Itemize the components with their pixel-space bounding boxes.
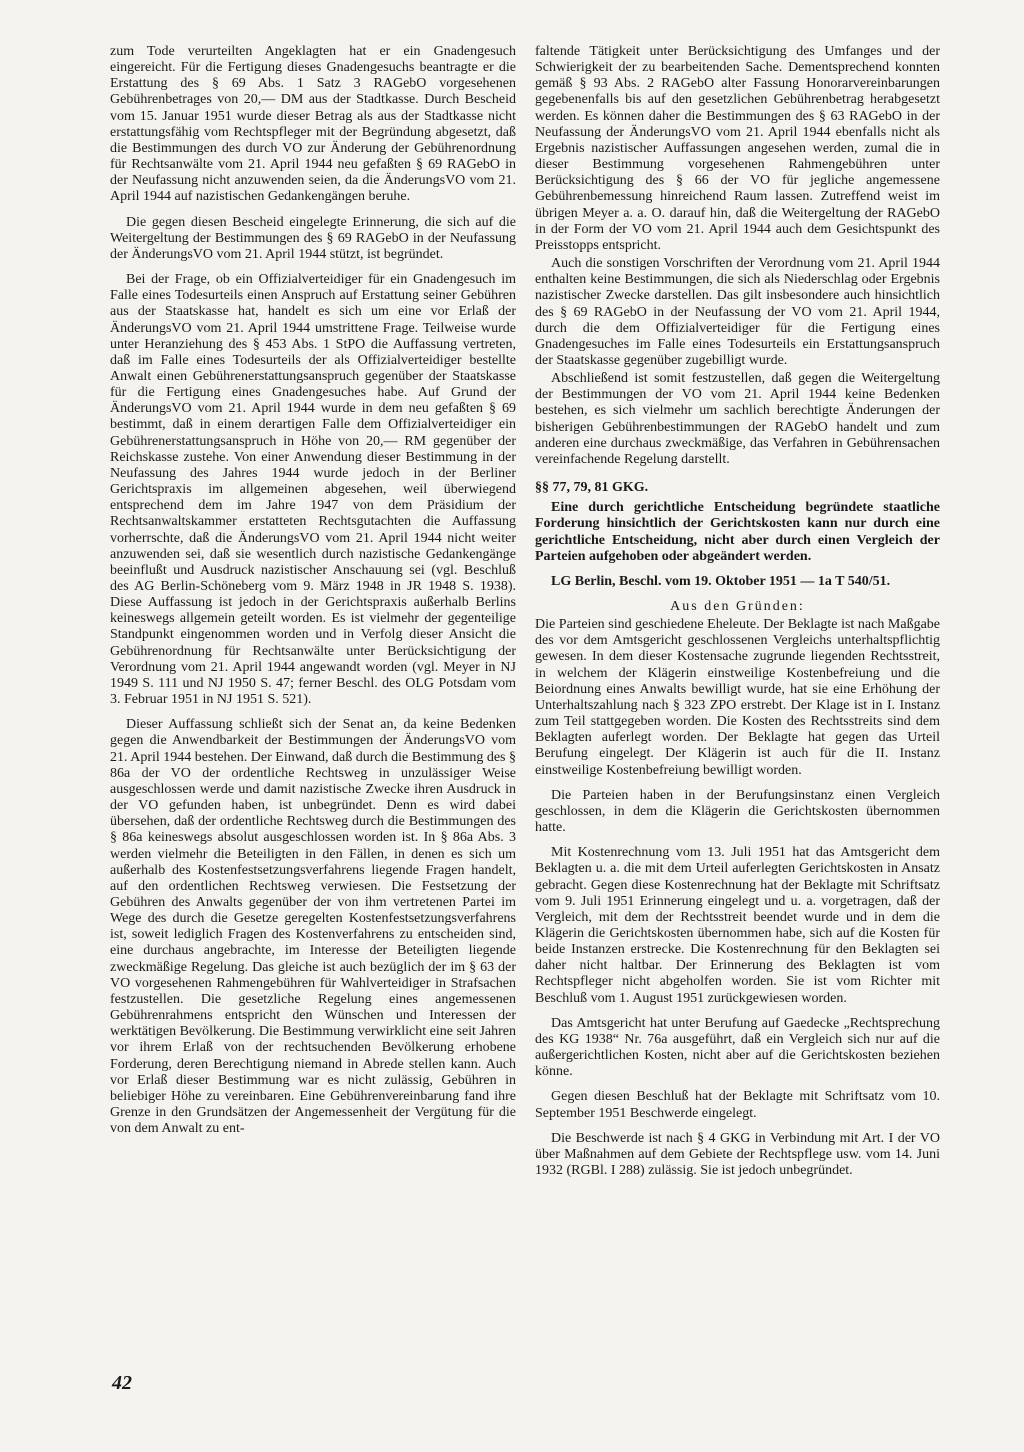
paragraph: Auch die sonstigen Vorschriften der Verordnung vom 21. April 1944 enthalten keine Bestimmungen, die sich als Niederschlag oder Ergebnis nazistischer Zwecke darstellen. Das gilt insbesondere auch hinsichtlich des § 69 RAGebO in der Neufassung der VO vom 21. April 1944, durch die dem Offizialverteidiger für die Fertigung eines Gnadengesuches im Falle eines Todesurteils ein Erstattungsanspruch der Staatskasse gegenüber zugebilligt wurde. xyxy=(535,256,940,368)
paragraph: Die Parteien haben in der Berufungsinstanz einen Vergleich geschlossen, in dem die Klägerin die Gerichtskosten übernommen hatte. xyxy=(535,787,940,836)
section-header: §§ 77, 79, 81 GKG. xyxy=(535,480,649,496)
paragraph: Die Parteien sind geschiedene Eheleute. Der Beklagte ist nach Maßgabe des vor dem Amtsgericht geschlossenen Vergleichs unterhaltspflichtig gewesen. In dem dieser Kostensache zugrunde liegenden Rechtsstreit, in welchem der Klägerin einstweilige Kostenbefreiung und die Beiordnung eines Anwalts bewilligt wurde, hat sie eine Erhöhung der Unterhaltszahlung nach § 323 ZPO erstrebt. Der Klage ist in I. Instanz zum Teil stattgegeben worden. Die Kosten des Rechtsstreits sind dem Beklagten auferlegt worden. Der Beklagte hat gegen das Urteil Berufung eingelegt. Der Klägerin ist auch für die II. Instanz einstweilige Kostenbefreiung bewilligt worden. xyxy=(535,617,940,778)
court-citation: LG Berlin, Beschl. vom 19. Oktober 1951 — 1a T 540/51. xyxy=(551,573,891,589)
left-column xyxy=(110,44,516,1146)
right-column xyxy=(535,44,940,1188)
paragraph: Abschließend ist somit festzustellen, daß gegen die Weitergeltung der Bestimmungen der VO vom 21. April 1944 keine Bedenken bestehen, es sich vielmehr um sachlich berechtigte Änderungen der bisherigen Gebührenbestimmungen der RAGebO handelt und zum anderen eine durchaus zweckmäßige, das Verfahren in Gebührensachen vereinfachende Regelung darstellt. xyxy=(535,371,940,467)
paragraph: Gegen diesen Beschluß hat der Beklagte mit Schriftsatz vom 10. September 1951 Beschwerde eingelegt. xyxy=(535,1089,940,1121)
paragraph: Bei der Frage, ob ein Offizialverteidiger für ein Gnadengesuch im Falle eines Todesurteils einen Anspruch auf Erstattung seiner Gebühren aus der Staatskasse hat, handelt es sich um eine vor Erlaß der ÄnderungsVO vom 21. April 1944 umstrittene Frage. Teilweise wurde unter Heranziehung des § 453 Abs. 1 StPO die Auffassung vertreten, daß im Falle eines Todesurteils der als Offizialverteidiger bestellte Anwalt einen Gebührenerstattungsanspruch gegenüber der Staatskasse für die Fertigung eines Gnadengesuches habe. Auf Grund der ÄnderungsVO vom 21. April 1944 wurde in dem neu gefaßten § 69 bestimmt, daß in einem derartigen Falle dem Offizialverteidiger ein Gebührenerstattungsanspruch in Höhe von 20,— RM gegenüber der Reichskasse zustehe. Von einer Anwendung dieser Bestimmung in der Neufassung des Jahres 1944 wurde jedoch in der Berliner Gerichtspraxis im allgemeinen abgesehen, weil überwiegend entsprechend dem im Jahre 1947 von dem Präsidium der Rechtsanwaltskammer erstatteten Rechtsgutachten die Auffassung vorherrschte, daß die ÄnderungsVO vom 21. April 1944 nicht weiter anzuwenden sei, daß sie wesentlich durch nazistische Gedankengänge beeinflußt und Ausdruck nazistischer Anschauung sei (vgl. Beschluß des AG Berlin-Schöneberg vom 9. März 1948 in JR 1948 S. 1938). Diese Auffassung ist jedoch in der Gerichtspraxis außerhalb Berlins keineswegs allgemein geteilt worden. Es ist vielmehr der gegenteilige Standpunkt eingenommen worden und in Verfolg dieser Ansicht die Gebührenordnung für Rechtsanwälte unter Berücksichtigung der Verordnung vom 21. April 1944 angewandt worden (vgl. Meyer in NJ 1949 S. 111 und NJ 1950 S. 47; ferner Beschl. des OLG Potsdam vom 3. Februar 1951 in NJ 1951 S. 521). xyxy=(110,272,516,708)
paragraph: Mit Kostenrechnung vom 13. Juli 1951 hat das Amtsgericht dem Beklagten u. a. die mit dem Urteil auferlegten Gerichtskosten in Ansatz gebracht. Gegen diese Kostenrechnung hat der Beklagte mit Schriftsatz vom 9. Juli 1951 Erinnerung eingelegt und u. a. vorgetragen, daß der Vergleich, mit dem der Rechtsstreit beendet wurde und in dem die Klägerin die Gerichtskosten übernommen habe, sich auf die Kosten für beide Instanzen erstrecke. Die Kostenrechnung für den Beklagten sei daher nicht haltbar. Der Erinnerung des Beklagten ist vom Rechtspfleger nicht abgeholfen worden. Sie ist vom Richter mit Beschluß vom 1. August 1951 zurückgewiesen worden. xyxy=(535,845,940,1006)
paragraph: Die gegen diesen Bescheid eingelegte Erinnerung, die sich auf die Weitergeltung der Bestimmungen des § 69 RAGebO in der Neufassung der ÄnderungsVO vom 21. April 1944 stützt, ist begründet. xyxy=(110,214,516,262)
paragraph: faltende Tätigkeit unter Berücksichtigung des Umfanges und der Schwierigkeit der zu bearbeitenden Sache. Dementsprechend konnten gemäß § 93 Abs. 2 RAGebO alter Fassung Honorarvereinbarungen gegebenenfalls bis auf den gesetzlichen Gebührenbetrag herabgesetzt werden. Es können daher die Bestimmungen des § 63 RAGebO in der Neufassung der ÄnderungsVO vom 21. April 1944 ebenfalls nicht als Ergebnis nazistischer Auffassungen angesehen werden, zumal die in dieser Bestimmung vorgesehenen Rahmengebühren unter Berücksichtigung des § 66 der VO für jegliche angemessene Gebührenbemessung hinreichend Raum lassen. Zutreffend weist im übrigen Meyer a. a. O. darauf hin, daß die Weitergeltung der RAGebO in der Form der VO vom 21. April 1944 auch dem Gesichtspunkt des Preisstopps entspricht. xyxy=(535,44,940,253)
paragraph: Die Beschwerde ist nach § 4 GKG in Verbindung mit Art. I der VO über Maßnahmen auf dem Gebiete der Rechtspflege usw. vom 14. Juni 1932 (RGBl. I 288) zulässig. Sie ist jedoch unbegründet. xyxy=(535,1130,940,1178)
paragraph: Dieser Auffassung schließt sich der Senat an, da keine Bedenken gegen die Anwendbarkeit der Bestimmungen der ÄnderungsVO vom 21. April 1944 bestehen. Der Einwand, daß durch die Bestimmung des § 86a der VO der ordentliche Rechtsweg in unzulässiger Weise ausgeschlossen werde und damit nazistische Zwecke ihren Ausdruck in der VO gefunden haben, ist unbegründet. Denn es wird dabei übersehen, daß der ordentliche Rechtsweg durch die Bestimmungen des § 86a keineswegs absolut ausgeschlossen worden ist. In § 86a Abs. 3 werden vielmehr die Beteiligten in den Fällen, in denen es sich um außerhalb des Kostenfestsetzungsverfahrens liegende Fragen handelt, auf den ordentlichen Rechtsweg verwiesen. Die Festsetzung der Gebühren des Anwalts gegenüber der von ihm vertretenen Partei im Wege des durch die Gesetze geregelten Kostenfestsetzungsverfahrens ist, soweit lediglich Fragen des Kostenverfahrens zu entscheiden sind, eine durchaus angebrachte, im Interesse der Beteiligten liegende zweckmäßige Regelung. Das gleiche ist auch bezüglich der im § 63 der VO vorgesehenen Rahmengebühren für Wahlverteidiger in Strafsachen festzustellen. Die gesetzliche Regelung eines angemessenen Gebührenrahmens entspricht den Wünschen und Interessen der werktätigen Bevölkerung. Die Bestimmung verwirklicht eine seit Jahren vor ihrem Erlaß von der rechtsuchenden Bevölkerung erhobene Forderung, deren Berechtigung niemand in Abrede stellen kann. Auch vor Erlaß dieser Bestimmung war es nicht zulässig, Gebühren in beliebiger Höhe zu vereinbaren. Eine Gebührenvereinbarung fand ihre Grenze in den Grundsätzen der Angemessenheit der Vergütung für die von dem Anwalt zu ent- xyxy=(110,717,516,1137)
paragraph: Das Amtsgericht hat unter Berufung auf Gaedecke „Rechtsprechung des KG 1938“ Nr. 76a ausgeführt, daß ein Vergleich sich nur auf die außergerichtlichen Kosten, nicht aber auf die Gerichtskosten beziehen könne. xyxy=(535,1015,940,1080)
reasons-title: Aus den Gründen: xyxy=(670,599,805,614)
headnote: Eine durch gerichtliche Entscheidung begründete staatliche Forderung hinsichtlich der Gerichtskosten kann nur durch eine gerichtliche Entscheidung, nicht aber durch einen Vergleich der Parteien aufgehoben oder abgeändert werden. xyxy=(535,500,940,564)
paragraph: zum Tode verurteilten Angeklagten hat er ein Gnadengesuch eingereicht. Für die Fertigung dieses Gnadengesuchs beantragte er die Erstattung des § 69 Abs. 1 Satz 3 RAGebO vorgesehenen Gebührenbetrages von 20,— DM aus der Stadtkasse. Durch Bescheid vom 15. Januar 1951 wurde dieser Betrag als aus der Stadtkasse nicht erstattungsfähig vom Rechtspfleger mit der Begründung abgesetzt, daß die Bestimmungen des durch VO zur Änderung der Gebührenordnung für Rechtsanwälte vom 21. April 1944 neu gefaßten § 69 RAGebO in der Neufassung nicht anzuwenden seien, da die ÄnderungsVO vom 21. April 1944 auf nazistischen Gedankengängen beruhe. xyxy=(110,44,516,205)
page-number: 42 xyxy=(112,1372,132,1394)
